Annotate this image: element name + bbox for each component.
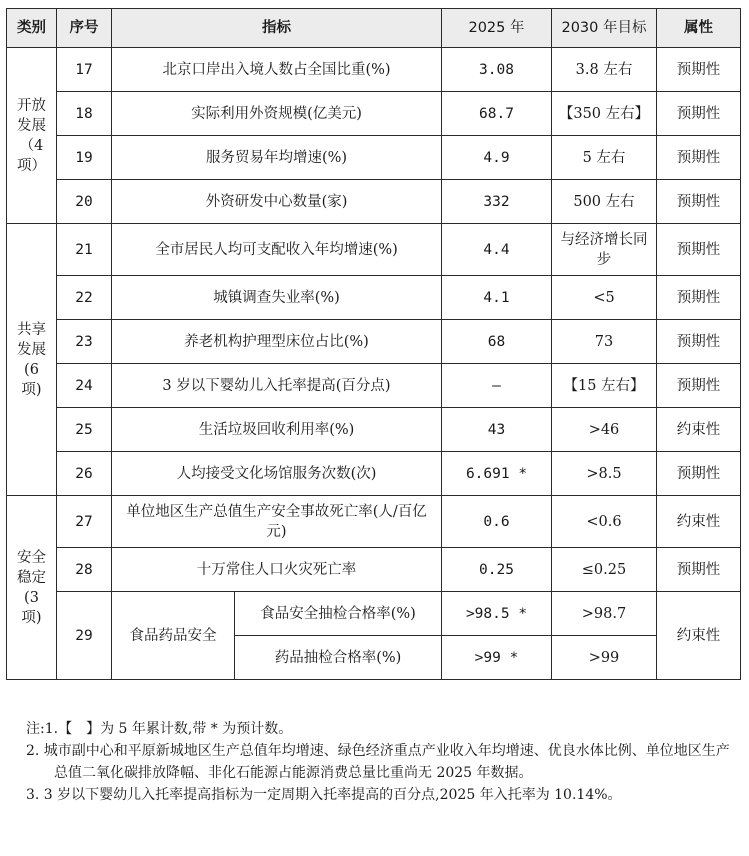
seq-cell: 29 [57,592,112,680]
attribute-cell: 预期性 [657,276,741,320]
indicator-cell: 服务贸易年均增速(%) [112,136,442,180]
value-2030-cell: 【350 左右】 [552,92,657,136]
value-2030-cell: 73 [552,320,657,364]
seq-cell: 17 [57,48,112,92]
attribute-cell: 约束性 [657,496,741,548]
indicator-cell: 全市居民人均可支配收入年均增速(%) [112,224,442,276]
indicator-cell: 养老机构护理型床位占比(%) [112,320,442,364]
value-2025-cell: 0.6 [442,496,552,548]
header-seq: 序号 [57,9,112,48]
value-2025-cell: 4.4 [442,224,552,276]
seq-cell: 24 [57,364,112,408]
header-2030-target: 2030 年目标 [552,9,657,48]
note-2: 2. 城市副中心和平原新城地区生产总值年均增速、绿色经济重点产业收入年均增速、优良水体比例、单位地区生产总值二氧化碳排放降幅、非化石能源占能源消费总量比重尚无 2025 年数据。 [26,743,730,781]
header-attribute: 属性 [657,9,741,48]
value-2025-cell: 332 [442,180,552,224]
table-row [7,496,741,548]
seq-cell: 21 [57,224,112,276]
value-2025-cell: 68 [442,320,552,364]
value-2030-cell: >98.7 [552,592,657,636]
value-2025-cell: 68.7 [442,92,552,136]
value-2030-cell: >46 [552,408,657,452]
header-category: 类别 [7,9,57,48]
category-line: 发展 [17,117,46,134]
seq-cell: 27 [57,496,112,548]
table-row [7,136,741,180]
value-2025-cell: 4.1 [442,276,552,320]
indicator-cell: 实际利用外资规模(亿美元) [112,92,442,136]
attribute-cell: 预期性 [657,92,741,136]
category-line: 发展 [17,341,46,358]
value-2030-cell: 【15 左右】 [552,364,657,408]
value-2030-cell: 与经济增长同步 [552,224,657,276]
seq-cell: 28 [57,548,112,592]
value-2025-cell: 43 [442,408,552,452]
table-row [7,276,741,320]
category-cell [7,224,57,496]
attribute-cell: 预期性 [657,48,741,92]
indicator-cell: 单位地区生产总值生产安全事故死亡率(人/百亿元) [112,496,442,548]
indicator-cell: 3 岁以下婴幼儿入托率提高(百分点) [112,364,442,408]
table-row [7,320,741,364]
value-2030-cell: 5 左右 [552,136,657,180]
attribute-cell: 预期性 [657,452,741,496]
value-2025-cell: >98.5 * [442,592,552,636]
value-2030-cell: >99 [552,636,657,680]
indicator-table [6,8,741,680]
header-2025: 2025 年 [442,9,552,48]
sub-indicator-cell: 食品安全抽检合格率(%) [235,592,442,636]
value-2030-cell: 3.8 左右 [552,48,657,92]
indicator-cell: 生活垃圾回收利用率(%) [112,408,442,452]
seq-cell: 19 [57,136,112,180]
value-2030-cell: >8.5 [552,452,657,496]
table-row [7,364,741,408]
category-line: 安全 [17,549,46,566]
category-line: 共享 [17,321,46,338]
attribute-cell: 预期性 [657,320,741,364]
indicator-cell: 十万常住人口火灾死亡率 [112,548,442,592]
attribute-cell: 约束性 [657,408,741,452]
indicator-cell: 外资研发中心数量(家) [112,180,442,224]
table-row [7,48,741,92]
table-row [7,224,741,276]
attribute-cell: 预期性 [657,364,741,408]
note-1: 注:1.【 】为 5 年累计数,带 * 为预计数。 [26,721,293,737]
category-line: 开放 [17,97,46,114]
value-2025-cell: >99 * [442,636,552,680]
table-row [7,548,741,592]
value-2025-cell: 4.9 [442,136,552,180]
seq-cell: 22 [57,276,112,320]
sub-indicator-cell: 药品抽检合格率(%) [235,636,442,680]
value-2030-cell: ≤0.25 [552,548,657,592]
value-2030-cell: <5 [552,276,657,320]
indicator-cell: 人均接受文化场馆服务次数(次) [112,452,442,496]
seq-cell: 25 [57,408,112,452]
value-2025-cell: 3.08 [442,48,552,92]
table-row [7,452,741,496]
notes [26,718,741,806]
seq-cell: 20 [57,180,112,224]
indicator-cell: 食品药品安全 [112,592,235,680]
indicator-cell: 北京口岸出入境人数占全国比重(%) [112,48,442,92]
category-line: 稳定 [17,569,46,586]
table-row [7,92,741,136]
category-line: (6 项) [21,361,42,398]
seq-cell: 23 [57,320,112,364]
category-cell [7,496,57,680]
value-2025-cell: 0.25 [442,548,552,592]
category-cell [7,48,57,224]
indicator-cell: 城镇调查失业率(%) [112,276,442,320]
attribute-cell: 预期性 [657,180,741,224]
note-3: 3. 3 岁以下婴幼儿入托率提高指标为一定周期入托率提高的百分点,2025 年入托率为 10.14%。 [26,787,622,803]
category-line: (3 项) [21,589,42,626]
table-row [7,408,741,452]
value-2030-cell: 500 左右 [552,180,657,224]
seq-cell: 18 [57,92,112,136]
seq-cell: 26 [57,452,112,496]
table-row [7,180,741,224]
category-line: （4 项） [17,137,46,174]
table-row [7,592,741,636]
attribute-cell: 预期性 [657,224,741,276]
attribute-cell: 约束性 [657,592,741,680]
value-2030-cell: <0.6 [552,496,657,548]
header-indicator: 指标 [112,9,442,48]
attribute-cell: 预期性 [657,548,741,592]
table-header-row [7,9,741,48]
value-2025-cell: — [442,364,552,408]
value-2025-cell: 6.691 * [442,452,552,496]
attribute-cell: 预期性 [657,136,741,180]
